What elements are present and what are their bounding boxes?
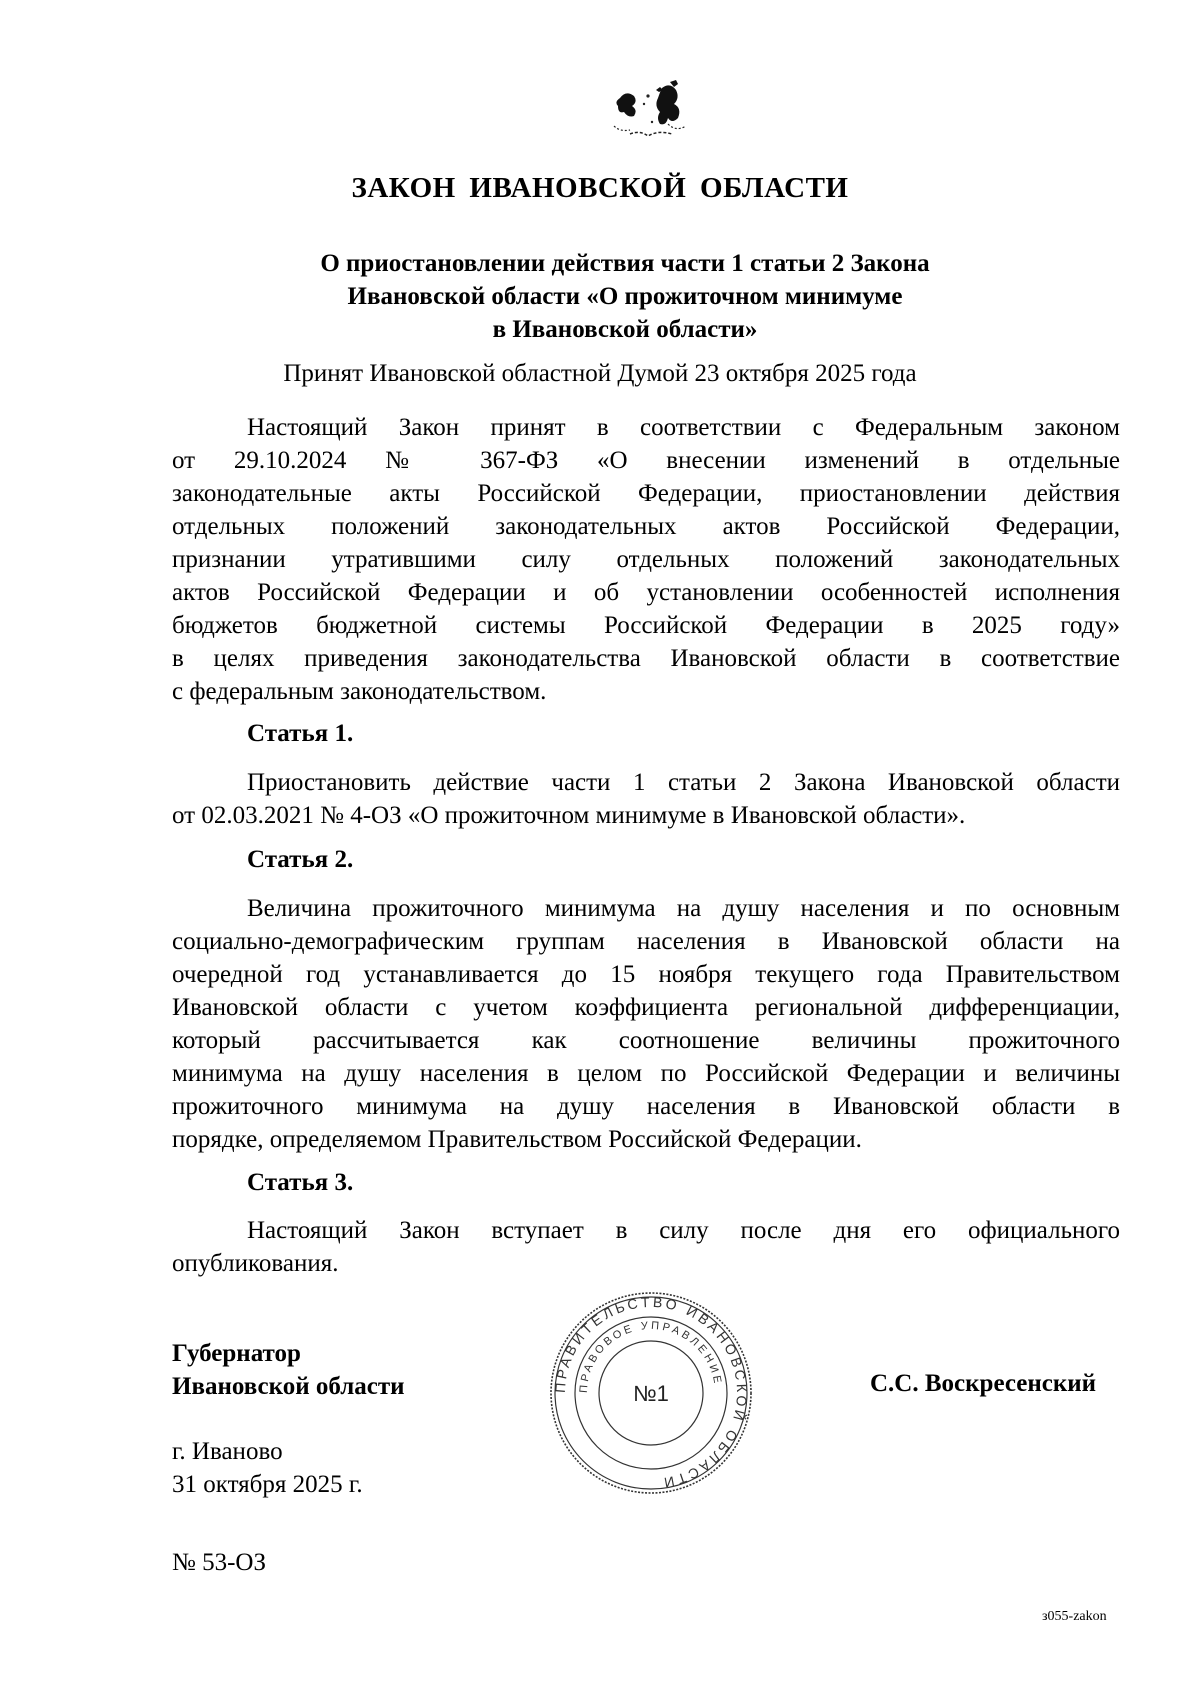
article-line: очередной год устанавливается до 15 ноября текущего года Правительством [172,961,1120,988]
article-line: который рассчитывается как соотношение величины прожиточного [172,1027,1120,1054]
preamble-line: признании утратившими силу отдельных положений законодательных [172,546,1120,573]
law-number: № 53-ОЗ [172,1549,267,1576]
preamble [172,411,1120,708]
law-title: ЗАКОН ИВАНОВСКОЙ ОБЛАСТИ [351,172,849,204]
article-line: минимума на душу населения в целом по Российской Федерации и величины [172,1060,1120,1087]
governor-title-line: Губернатор [172,1340,301,1367]
preamble-line: законодательные акты Российской Федерации, приостановлении действия [172,480,1120,507]
article-line: Настоящий Закон вступает в силу после дня его официального [247,1217,1120,1244]
governor-name: С.С. Воскресенский [870,1370,1097,1397]
law-subject-line: в Ивановской области» [492,316,758,343]
preamble-line: актов Российской Федерации и об установлении особенностей исполнения [172,579,1120,606]
adoption-statement: Принят Ивановской областной Думой 23 октября 2025 года [283,360,917,387]
seal-center-number: №1 [633,1381,669,1406]
coat-of-arms-icon [600,78,696,150]
article-line: опубликования. [172,1250,339,1277]
preamble-line: с федеральным законодательством. [172,678,547,705]
governor-title-line: Ивановской области [172,1373,405,1400]
law-subject-line: Ивановской области «О прожиточном минимуме [347,283,903,310]
article-3-heading: Статья 3. [247,1169,354,1196]
article-line: порядке, определяемом Правительством Российской Федерации. [172,1126,862,1153]
seal-outer-text: ПРАВИТЕЛЬСТВО ИВАНОВСКОЙ ОБЛАСТИ [551,1293,751,1492]
article-line: Приостановить действие части 1 статьи 2 Закона Ивановской области [247,769,1120,796]
preamble-line: в целях приведения законодательства Ивановской области в соответствие [172,645,1120,672]
law-subject [250,247,1000,346]
governor-title [172,1337,405,1403]
preamble-line: от 29.10.2024 № 367-ФЗ «О внесении изменений в отдельные [172,447,1120,474]
article-2-text [172,892,1120,1156]
article-2-heading: Статья 2. [247,846,354,873]
article-line: от 02.03.2021 № 4-ОЗ «О прожиточном минимуме в Ивановской области». [172,802,966,829]
article-3-text [172,1214,1120,1280]
article-line: Ивановской области с учетом коэффициента региональной дифференциации, [172,994,1120,1021]
official-seal-stamp [548,1290,754,1496]
article-1-text [172,766,1120,832]
signing-place: г. Иваново [172,1438,283,1465]
preamble-line: Настоящий Закон принят в соответствии с Федеральным законом [247,414,1120,441]
file-code: з055-zakon [1042,1609,1107,1624]
signing-date: 31 октября 2025 г. [172,1471,363,1498]
seal-inner-text: ПРАВОВОЕ УПРАВЛЕНИЕ [577,1319,724,1394]
article-line: прожиточного минимума на душу населения в Ивановской области в [172,1093,1120,1120]
preamble-line: отдельных положений законодательных актов Российской Федерации, [172,513,1120,540]
law-subject-line: О приостановлении действия части 1 статьи 2 Закона [320,250,930,277]
article-1-heading: Статья 1. [247,720,354,747]
article-line: социально-демографическим группам населения в Ивановской области на [172,928,1120,955]
preamble-line: бюджетов бюджетной системы Российской Федерации в 2025 году» [172,612,1120,639]
signing-place-date [172,1435,363,1501]
article-line: Величина прожиточного минимума на душу населения и по основным [247,895,1120,922]
